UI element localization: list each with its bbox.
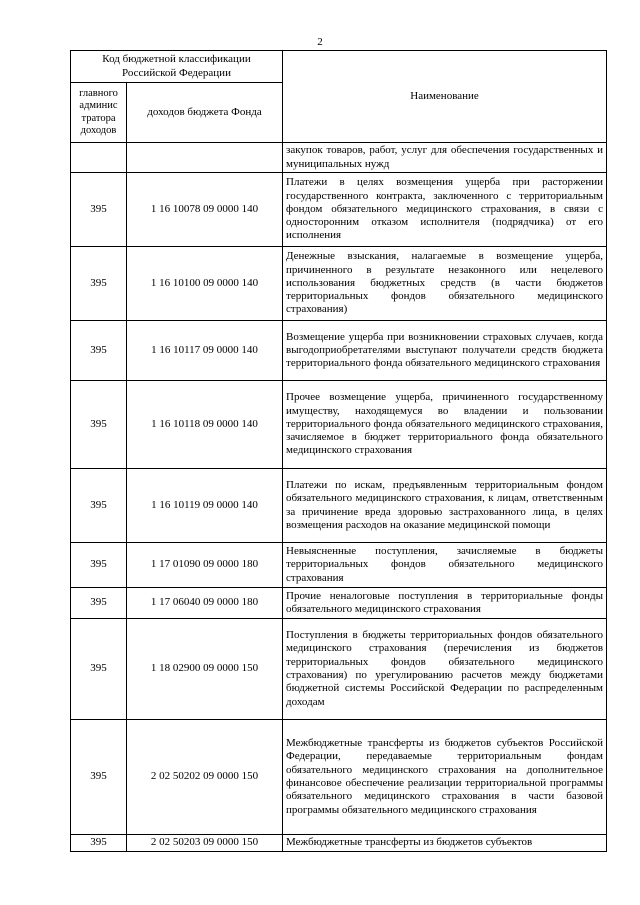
cell-name: Денежные взыскания, налагаемые в возмещение ущерба, причиненного в результате незаконного или нецелевого использования бюджетных средств (в части бюджетов территориальных фондов обязательного медицинского страхования): [283, 247, 607, 321]
header-classification-code: Код бюджетной классификации Российской Федерации: [71, 51, 283, 83]
cell-name: Возмещение ущерба при возникновении страховых случаев, когда выгодоприобретателями выступают получатели средств бюджета территориального фонда обязательного медицинского страхования: [283, 321, 607, 381]
cell-code: 2 02 50202 09 0000 150: [127, 720, 283, 835]
cell-code: 1 16 10117 09 0000 140: [127, 321, 283, 381]
cell-admin: 395: [71, 173, 127, 247]
table-row: [71, 381, 607, 469]
cell-admin: 395: [71, 720, 127, 835]
table-row: [71, 469, 607, 543]
cell-name: Поступления в бюджеты территориальных фондов обязательного медицинского страхования (перечисления из бюджетов территориальных фондов обязательного медицинского страхования) по урегулированию расчетов между бюджетами бюджетной системы Российской Федерации по распределенным доходам: [283, 619, 607, 720]
table-row: [71, 543, 607, 588]
cell-name: Платежи в целях возмещения ущерба при расторжении государственного контракта, заключенного с территориальным фондом обязательного медицинского страхования, в связи с односторонним отказом исполнителя (подрядчика) от его исполнения: [283, 173, 607, 247]
cell-code: 2 02 50203 09 0000 150: [127, 835, 283, 852]
cell-name: Межбюджетные трансферты из бюджетов субъектов: [283, 835, 607, 852]
header-fund-revenue-code: доходов бюджета Фонда: [127, 83, 283, 143]
cell-admin: [71, 143, 127, 173]
table-row: [71, 588, 607, 619]
cell-code: 1 16 10078 09 0000 140: [127, 173, 283, 247]
header-main-administrator: главного админис тратора доходов: [71, 83, 127, 143]
cell-code: 1 17 01090 09 0000 180: [127, 543, 283, 588]
cell-name: Платежи по искам, предъявленным территориальным фондом обязательного медицинского страхования, к лицам, ответственным за причинение вреда здоровью застрахованного лица, в целях возмещения расходов на оказание медицинской помощи: [283, 469, 607, 543]
table-row: [71, 321, 607, 381]
table-row: [71, 173, 607, 247]
cell-code: [127, 143, 283, 173]
cell-admin: 395: [71, 835, 127, 852]
cell-admin: 395: [71, 381, 127, 469]
cell-admin: 395: [71, 588, 127, 619]
cell-code: 1 17 06040 09 0000 180: [127, 588, 283, 619]
table-row: [71, 247, 607, 321]
cell-name: закупок товаров, работ, услуг для обеспечения государственных и муниципальных нужд: [283, 143, 607, 173]
table-row: [71, 835, 607, 852]
cell-code: 1 16 10119 09 0000 140: [127, 469, 283, 543]
cell-name: Прочее возмещение ущерба, причиненного государственному имуществу, находящемуся во владении и пользовании территориального фонда обязательного медицинского страхования, зачисляемое в бюджет территориального фонда обязательного медицинского страхования: [283, 381, 607, 469]
cell-code: 1 16 10118 09 0000 140: [127, 381, 283, 469]
cell-admin: 395: [71, 321, 127, 381]
cell-admin: 395: [71, 469, 127, 543]
table-row: [71, 143, 607, 173]
cell-code: 1 16 10100 09 0000 140: [127, 247, 283, 321]
header-name: Наименование: [283, 51, 607, 143]
budget-classification-table: [70, 50, 607, 852]
cell-name: Невыясненные поступления, зачисляемые в бюджеты территориальных фондов обязательного медицинского страхования: [283, 543, 607, 588]
table-header-row: [71, 51, 607, 83]
table-row: [71, 720, 607, 835]
table-row: [71, 619, 607, 720]
cell-name: Прочие неналоговые поступления в территориальные фонды обязательного медицинского страхования: [283, 588, 607, 619]
cell-admin: 395: [71, 619, 127, 720]
cell-admin: 395: [71, 543, 127, 588]
cell-admin: 395: [71, 247, 127, 321]
cell-name: Межбюджетные трансферты из бюджетов субъектов Российской Федерации, передаваемые территориальным фондам обязательного медицинского страхования на дополнительное финансовое обеспечение реализации территориальной программы обязательного медицинского страхования в части базовой программы обязательного медицинского страхования: [283, 720, 607, 835]
cell-code: 1 18 02900 09 0000 150: [127, 619, 283, 720]
page-number: 2: [317, 36, 323, 48]
